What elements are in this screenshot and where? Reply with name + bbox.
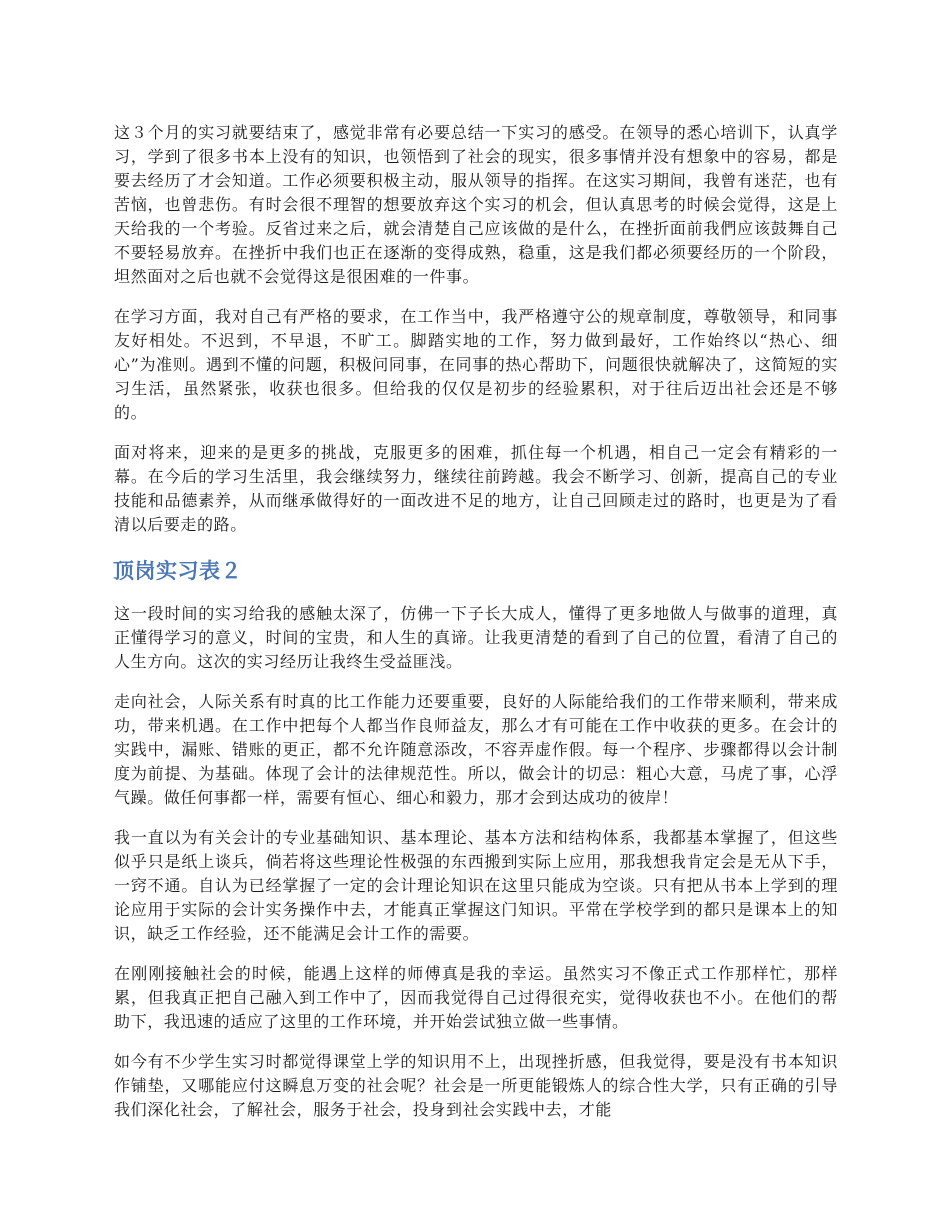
paragraph: 面对将来，迎来的是更多的挑战，克服更多的困难，抓住每一个机遇，相自己一定会有精彩的一幕。在今后的学习生活里，我会继续努力，继续往前跨越。我会不断学习、创新，提高自己的专业技能和品德素养，从而继承做得好的一面改进不足的地方，让自己回顾走过的路时，也更是为了看清以后要走的路。 bbox=[114, 443, 838, 534]
paragraph: 走向社会，人际关系有时真的比工作能力还要重要，良好的人际能给我们的工作带来顺利，带来成功，带来机遇。在工作中把每个人都当作良师益友，那么才有可能在工作中收获的更多。在会计的实践中，漏账、错账的更正，都不允许随意添改，不容弄虚作假。每一个程序、步骤都得以会计制度为前提、为基础。体现了会计的法律规范性。所以，做会计的切忌：粗心大意，马虎了事，心浮气躁。做任何事都一样，需要有恒心、细心和毅力，那才会到达成功的彼岸！ bbox=[114, 692, 838, 807]
paragraph: 在学习方面，我对自己有严格的要求，在工作当中，我严格遵守公的规章制度，尊敬领导，和同事友好相处。不迟到，不早退，不旷工。脚踏实地的工作，努力做到最好，工作始终以“热心、细心”为准则。遇到不懂的问题，积极问同事，在同事的热心帮助下，问题很快就解决了，这简短的实习生活，虽然紧张，收获也很多。但给我的仅仅是初步的经验累积，对于往后迈出社会还是不够的。 bbox=[114, 307, 838, 422]
section-heading: 顶岗实习表２ bbox=[113, 559, 242, 583]
paragraph: 这一段时间的实习给我的感触太深了，仿佛一下子长大成人，懂得了更多地做人与做事的道理，真正懂得学习的意义，时间的宝贵，和人生的真谛。让我更清楚的看到了自己的位置，看清了自己的人生方向。这次的实习经历让我终生受益匪浅。 bbox=[114, 604, 838, 671]
paragraph: 我一直以为有关会计的专业基础知识、基本理论、基本方法和结构体系，我都基本掌握了，但这些似乎只是纸上谈兵，倘若将这些理论性极强的东西搬到实际上应用，那我想我肯定会是无从下手，一窍不通。自认为已经掌握了一定的会计理论知识在这里只能成为空谈。只有把从书本上学到的理论应用于实际的会计实务操作中去，才能真正掌握这门知识。平常在学校学到的都只是课本上的知识，缺乏工作经验，还不能满足会计工作的需要。 bbox=[114, 828, 838, 943]
paragraph: 如今有不少学生实习时都觉得课堂上学的知识用不上，出现挫折感，但我觉得，要是没有书本知识作铺垫，又哪能应付这瞬息万变的社会呢？社会是一所更能锻炼人的综合性大学，只有正确的引导我们深化社会，了解社会，服务于社会，投身到社会实践中去，才能 bbox=[114, 1052, 838, 1119]
document-page bbox=[114, 121, 838, 1138]
paragraph: 在刚刚接触社会的时候，能遇上这样的师傅真是我的幸运。虽然实习不像正式工作那样忙，那样累，但我真正把自己融入到工作中了，因而我觉得自己过得很充实，觉得收获也不小。在他们的帮助下，我迅速的适应了这里的工作环境，并开始尝试独立做一些事情。 bbox=[114, 964, 838, 1031]
paragraph: 这３个月的实习就要结束了，感觉非常有必要总结一下实习的感受。在领导的悉心培训下，认真学习，学到了很多书本上没有的知识，也领悟到了社会的现实，很多事情并没有想象中的容易，都是要去经历了才会知道。工作必须要积极主动，服从领导的指挥。在这实习期间，我曾有迷茫，也有苦恼，也曾悲伤。有时会很不理智的想要放弃这个实习的机会，但认真思考的时候会觉得，这是上天给我的一个考验。反省过来之后，就会清楚自己应该做的是什么，在挫折面前我們应该鼓舞自己不要轻易放弃。在挫折中我们也正在逐渐的变得成熟，稳重，这是我们都必须要经历的一个阶段，坦然面对之后也就不会觉得这是很困难的一件事。 bbox=[114, 123, 838, 286]
